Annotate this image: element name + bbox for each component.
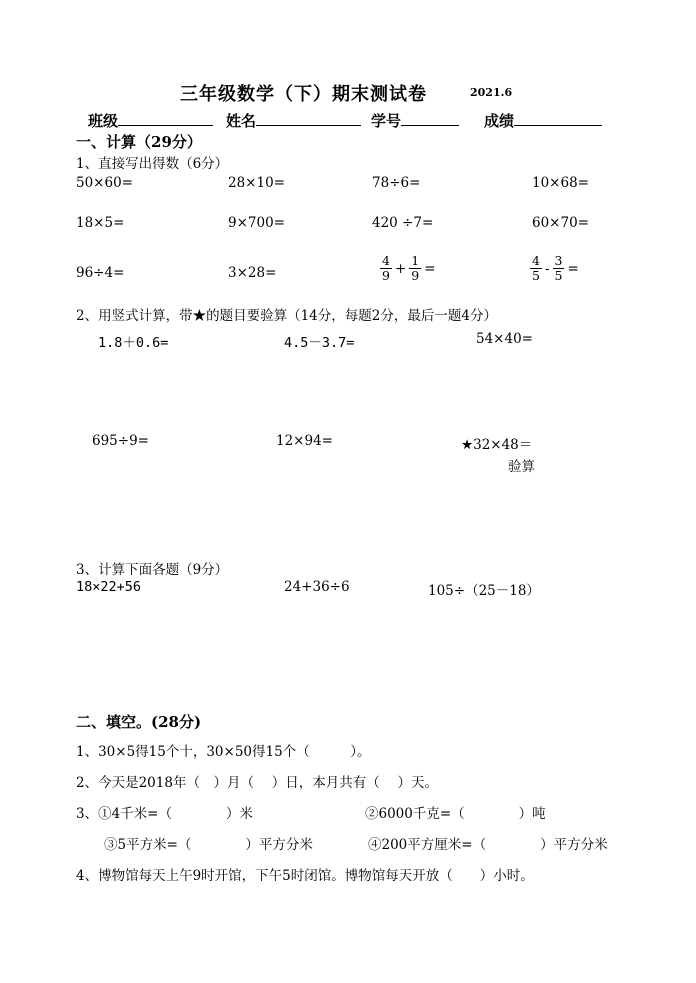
page-title: 三年级数学（下）期末测试卷: [180, 84, 427, 105]
fraction-expression: $\frac{4}{5}$ - $\frac{3}{5}$ =: [532, 253, 579, 283]
q1-item: 9×700=: [228, 215, 285, 231]
score-blank[interactable]: [514, 111, 602, 126]
exam-date: 2021.6: [470, 86, 513, 99]
q1-heading: 1、直接写出得数（6分）: [76, 156, 229, 172]
q1-item: 50×60=: [76, 175, 133, 191]
q3-item: 24+36÷6: [284, 579, 350, 595]
number-label: 学号: [371, 112, 402, 130]
fill-q3b: ②6000千克=（ ）吨: [365, 806, 546, 822]
class-label: 班级: [88, 112, 119, 130]
fraction-expression: $\frac{4}{9}$ + $\frac{1}{9}$ =: [382, 253, 436, 283]
q1-item: 60×70=: [532, 215, 589, 231]
q1-item: 10×68=: [532, 175, 589, 191]
fraction: $\frac{4}{9}$: [382, 253, 390, 283]
q3-item: 18×22+56: [76, 579, 142, 595]
section-2-heading: 二、填空。(28分): [76, 713, 202, 731]
fraction: $\frac{4}{5}$: [532, 253, 540, 283]
q2-item: 12×94=: [276, 433, 333, 449]
q3-heading: 3、计算下面各题（9分）: [76, 562, 229, 578]
fraction: $\frac{1}{9}$: [411, 253, 420, 283]
fill-q3d: ④200平方厘米=（ ）平方分米: [368, 837, 608, 853]
q2-item: 1.8＋0.6=: [98, 335, 169, 351]
fill-q3c: ③5平方米=（ ）平方分米: [104, 837, 313, 853]
q2-item: 54×40=: [476, 331, 533, 347]
info-class: [88, 110, 213, 131]
check-label: 验算: [508, 459, 535, 475]
q1-item: 18×5=: [76, 215, 125, 231]
q2-item: 4.5－3.7=: [284, 335, 355, 351]
fill-q3a: 3、①4千米=（ ）米: [76, 806, 253, 822]
info-score: [484, 110, 602, 131]
fill-q1: 1、30×5得15个十，30×50得15个（ ）。: [76, 744, 371, 760]
fill-q4: 4、博物馆每天上午9时开馆，下午5时闭馆。博物馆每天开放（ ）小时。: [76, 868, 534, 884]
q2-item-starred: ★32×48＝: [461, 437, 533, 453]
q2-heading: 2、用竖式计算，带★的题目要验算（14分，每题2分，最后一题4分）: [76, 308, 497, 324]
q1-item: 96÷4=: [76, 265, 125, 281]
name-label: 姓名: [226, 112, 257, 130]
info-name: [226, 110, 361, 131]
q3-item: 105÷（25－18）: [428, 583, 540, 599]
number-blank[interactable]: [401, 111, 459, 126]
fraction: $\frac{3}{5}$: [554, 253, 563, 283]
q1-item: 28×10=: [228, 175, 285, 191]
name-blank[interactable]: [256, 111, 361, 126]
q1-item: 78÷6=: [372, 175, 421, 191]
q2-item: 695÷9=: [92, 433, 149, 449]
score-label: 成绩: [484, 112, 515, 130]
q1-item: 3×28=: [228, 265, 277, 281]
section-1-heading: 一、计算（29分）: [76, 133, 202, 151]
info-number: [371, 110, 459, 131]
fill-q2: 2、今天是2018年（ ）月（ ）日，本月共有（ ）天。: [76, 775, 439, 791]
q1-item: 420 ÷7=: [372, 215, 434, 231]
class-blank[interactable]: [118, 111, 213, 126]
